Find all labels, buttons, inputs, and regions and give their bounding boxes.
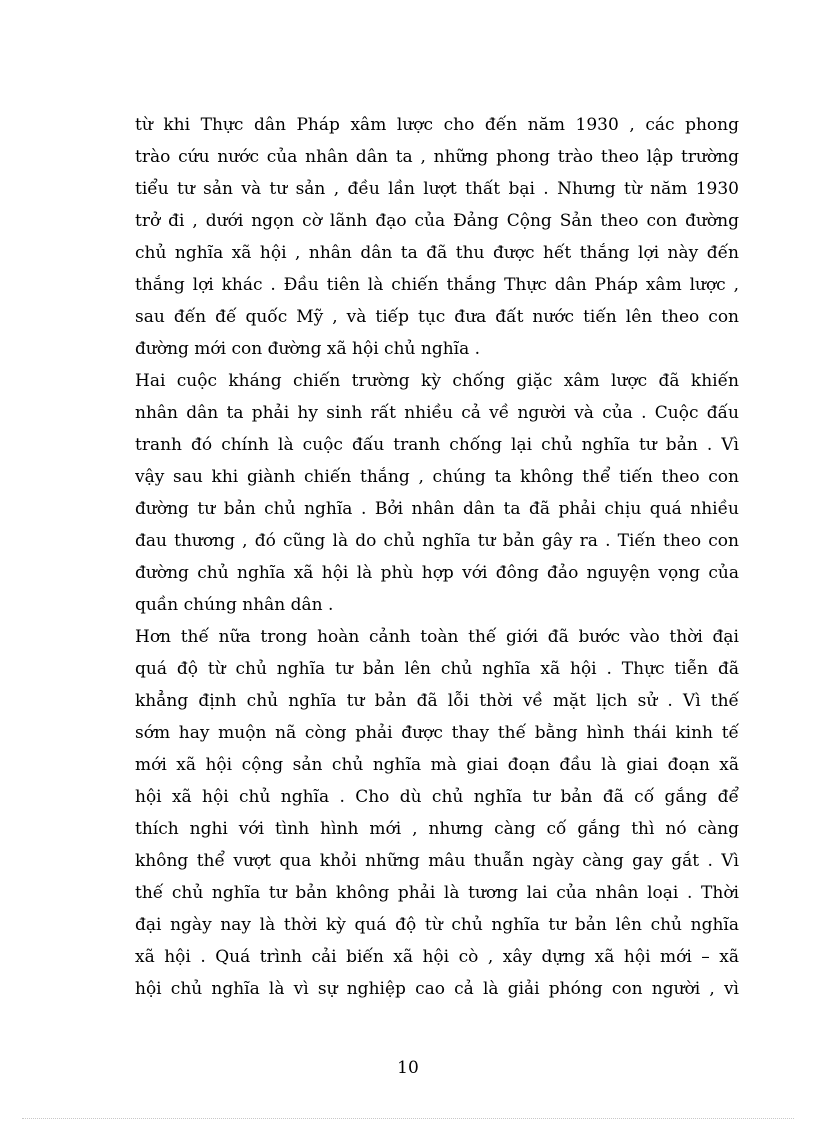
text-line: Hai cuộc kháng chiến trường kỳ chống giặc xâm lược đã khiến xyxy=(135,371,739,391)
body-text xyxy=(135,109,739,1005)
text-line: thích nghi với tình hình mới , nhưng càng cố gắng thì nó càng xyxy=(135,819,739,839)
text-line: thắng lợi khác . Đầu tiên là chiến thắng Thực dân Pháp xâm lược , xyxy=(135,275,739,295)
text-line: Hơn thế nữa trong hoàn cảnh toàn thế giới đã bước vào thời đại xyxy=(135,627,739,647)
text-line: quá độ từ chủ nghĩa tư bản lên chủ nghĩa xã hội . Thực tiễn đã xyxy=(135,659,739,679)
text-line: trào cứu nước của nhân dân ta , những phong trào theo lập trường xyxy=(135,147,739,167)
paragraph-1 xyxy=(135,109,739,365)
text-line: tranh đó chính là cuộc đấu tranh chống lại chủ nghĩa tư bản . Vì xyxy=(135,435,739,455)
text-line: mới xã hội cộng sản chủ nghĩa mà giai đoạn đầu là giai đoạn xã xyxy=(135,755,739,775)
text-line: quần chúng nhân dân . xyxy=(135,595,334,615)
text-line: tiểu tư sản và tư sản , đều lần lượt thất bại . Nhưng từ năm 1930 xyxy=(135,179,739,199)
paragraph-3 xyxy=(135,621,739,1005)
text-line: sau đến đế quốc Mỹ , và tiếp tục đưa đất nước tiến lên theo con xyxy=(135,307,739,327)
text-line: thế chủ nghĩa tư bản không phải là tương lai của nhân loại . Thời xyxy=(135,883,739,903)
text-line: đường chủ nghĩa xã hội là phù hợp với đông đảo nguyện vọng của xyxy=(135,563,739,583)
text-line: xã hội . Quá trình cải biến xã hội cò , xây dựng xã hội mới – xã xyxy=(135,947,739,967)
text-line: nhân dân ta phải hy sinh rất nhiều cả về người và của . Cuộc đấu xyxy=(135,403,739,423)
page-number: 10 xyxy=(397,1058,419,1078)
text-line: chủ nghĩa xã hội , nhân dân ta đã thu được hết thắng lợi này đến xyxy=(135,243,739,263)
text-line: hội xã hội chủ nghĩa . Cho dù chủ nghĩa tư bản đã cố gắng để xyxy=(135,787,739,807)
text-line: không thể vượt qua khỏi những mâu thuẫn ngày càng gay gắt . Vì xyxy=(135,851,739,871)
text-line: đường mới con đường xã hội chủ nghĩa . xyxy=(135,339,481,359)
page-bottom-divider xyxy=(22,1118,794,1119)
text-line: khẳng định chủ nghĩa tư bản đã lỗi thời về mặt lịch sử . Vì thế xyxy=(135,691,739,711)
text-line: đau thương , đó cũng là do chủ nghĩa tư bản gây ra . Tiến theo con xyxy=(135,531,739,551)
text-line: trở đi , dưới ngọn cờ lãnh đạo của Đảng Cộng Sản theo con đường xyxy=(135,211,739,231)
text-line: vậy sau khi giành chiến thắng , chúng ta không thể tiến theo con xyxy=(135,467,739,487)
text-line: hội chủ nghĩa là vì sự nghiệp cao cả là giải phóng con người , vì xyxy=(135,979,739,999)
text-line: đại ngày nay là thời kỳ quá độ từ chủ nghĩa tư bản lên chủ nghĩa xyxy=(135,915,739,935)
text-line: sớm hay muộn nã còng phải được thay thế bằng hình thái kinh tế xyxy=(135,723,739,743)
text-line: đường tư bản chủ nghĩa . Bởi nhân dân ta đã phải chịu quá nhiều xyxy=(135,499,739,519)
paragraph-2 xyxy=(135,365,739,621)
text-line: từ khi Thực dân Pháp xâm lược cho đến năm 1930 , các phong xyxy=(135,115,739,135)
